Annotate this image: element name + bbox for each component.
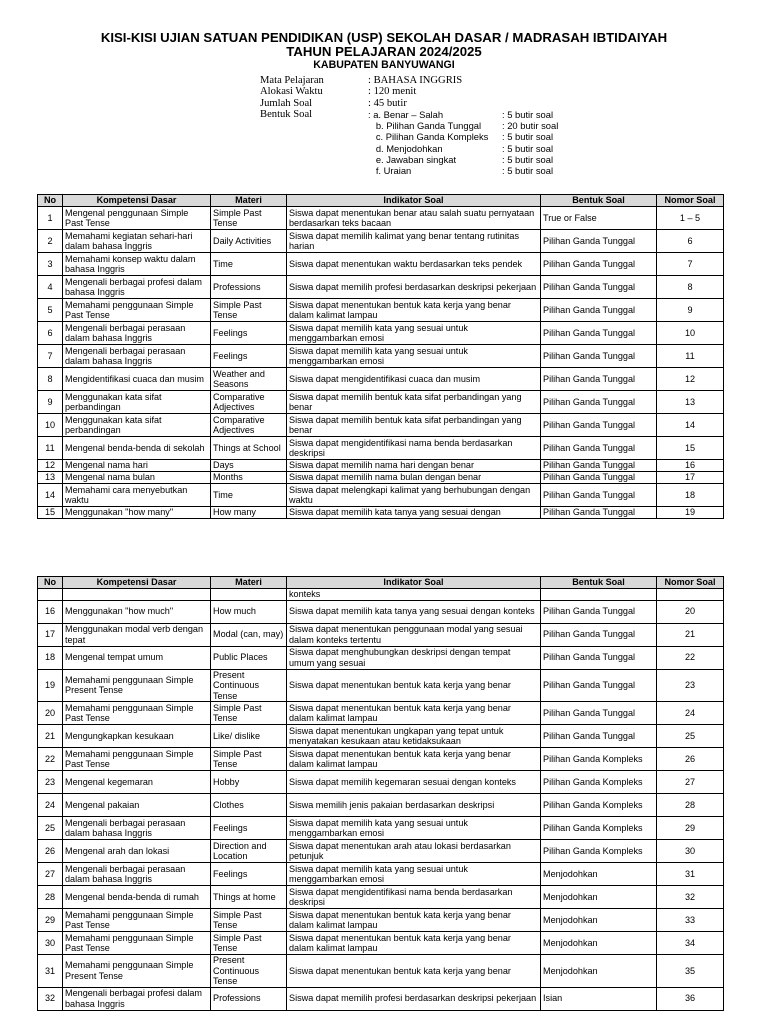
bentuk-soal-cell: Menjodohkan — [541, 909, 657, 932]
bentuk-soal-cell: Pilihan Ganda Tunggal — [541, 368, 657, 391]
bentuk-soal-cell: Pilihan Ganda Tunggal — [541, 437, 657, 460]
nomor-soal-cell: 10 — [657, 322, 724, 345]
kompetensi-dasar-cell: Mengenal arah dan lokasi — [63, 840, 211, 863]
materi-cell: Modal (can, may) — [211, 623, 287, 646]
nomor-soal-cell: 32 — [657, 886, 724, 909]
indikator-cell: Siswa dapat memilih kegemaran sesuai dengan konteks — [287, 771, 541, 794]
kompetensi-dasar-cell: Menggunakan modal verb dengan tepat — [63, 623, 211, 646]
row-number: 16 — [38, 600, 63, 623]
materi-cell: Comparative Adjectives — [211, 414, 287, 437]
nomor-soal-cell: 1 – 5 — [657, 207, 724, 230]
nomor-soal-cell: 23 — [657, 669, 724, 702]
blueprint-table-1 — [37, 194, 724, 519]
kompetensi-dasar-cell: Memahami penggunaan Simple Present Tense — [63, 669, 211, 702]
nomor-soal-cell: 16 — [657, 460, 724, 472]
table-row — [38, 646, 724, 669]
question-type-count: : 5 butir soal — [502, 165, 554, 177]
table-row — [38, 472, 724, 484]
materi-cell: Comparative Adjectives — [211, 391, 287, 414]
kompetensi-dasar-cell — [63, 589, 211, 601]
nomor-soal-cell: 12 — [657, 368, 724, 391]
row-number: 15 — [38, 507, 63, 519]
bentuk-soal-cell: True or False — [541, 207, 657, 230]
row-number: 29 — [38, 909, 63, 932]
row-number: 4 — [38, 276, 63, 299]
indikator-cell: Siswa dapat menghubungkan deskripsi dengan tempat umum yang sesuai — [287, 646, 541, 669]
kompetensi-dasar-cell: Mengenali berbagai profesi dalam bahasa Inggris — [63, 276, 211, 299]
row-number — [38, 589, 63, 601]
kompetensi-dasar-cell: Memahami penggunaan Simple Past Tense — [63, 702, 211, 725]
materi-cell — [211, 589, 287, 601]
materi-cell: Simple Past Tense — [211, 299, 287, 322]
kompetensi-dasar-cell: Menggunakan kata sifat perbandingan — [63, 391, 211, 414]
kompetensi-dasar-cell: Mengenal benda-benda di rumah — [63, 886, 211, 909]
indikator-cell: Siswa memilih jenis pakaian berdasarkan deskripsi — [287, 794, 541, 817]
row-number: 14 — [38, 484, 63, 507]
nomor-soal-cell: 9 — [657, 299, 724, 322]
bentuk-soal-cell: Menjodohkan — [541, 932, 657, 955]
table-row — [38, 771, 724, 794]
table-row — [38, 589, 724, 601]
indikator-cell: Siswa dapat menentukan ungkapan yang tepat untuk menyatakan kesukaan atau ketidaksukaan — [287, 725, 541, 748]
indikator-cell: Siswa dapat memilih bentuk kata sifat perbandingan yang benar — [287, 414, 541, 437]
row-number: 26 — [38, 840, 63, 863]
indikator-cell: Siswa dapat memilih kata yang sesuai untuk menggambarkan emosi — [287, 345, 541, 368]
document-header — [0, 31, 768, 72]
subject-value: : BAHASA INGGRIS — [368, 75, 463, 86]
nomor-soal-cell: 21 — [657, 623, 724, 646]
header-no: No — [38, 577, 63, 589]
materi-cell: Present Continuous Tense — [211, 955, 287, 988]
nomor-soal-cell: 8 — [657, 276, 724, 299]
row-number: 30 — [38, 932, 63, 955]
kompetensi-dasar-cell: Mengenal pakaian — [63, 794, 211, 817]
table-row — [38, 863, 724, 886]
table-row — [38, 886, 724, 909]
nomor-soal-cell: 11 — [657, 345, 724, 368]
row-number: 11 — [38, 437, 63, 460]
materi-cell: How much — [211, 600, 287, 623]
table-row — [38, 368, 724, 391]
nomor-soal-cell — [657, 589, 724, 601]
question-type-name: d. Menjodohkan — [368, 142, 443, 154]
bentuk-soal-cell: Pilihan Ganda Tunggal — [541, 299, 657, 322]
nomor-soal-cell: 15 — [657, 437, 724, 460]
nomor-soal-cell: 7 — [657, 253, 724, 276]
bentuk-soal-cell: Pilihan Ganda Tunggal — [541, 702, 657, 725]
kompetensi-dasar-cell: Mengungkapkan kesukaan — [63, 725, 211, 748]
row-number: 24 — [38, 794, 63, 817]
table-row — [38, 460, 724, 472]
bentuk-soal-cell: Pilihan Ganda Tunggal — [541, 253, 657, 276]
bentuk-soal-cell: Pilihan Ganda Kompleks — [541, 771, 657, 794]
kompetensi-dasar-cell: Memahami cara menyebutkan waktu — [63, 484, 211, 507]
indikator-cell: Siswa dapat melengkapi kalimat yang berhubungan dengan waktu — [287, 484, 541, 507]
row-number: 1 — [38, 207, 63, 230]
materi-cell: Simple Past Tense — [211, 932, 287, 955]
row-number: 32 — [38, 987, 63, 1010]
materi-cell: Weather and Seasons — [211, 368, 287, 391]
table-row — [38, 932, 724, 955]
question-count-label: Jumlah Soal — [260, 97, 313, 109]
indikator-cell: Siswa dapat menentukan bentuk kata kerja yang benar dalam kalimat lampau — [287, 299, 541, 322]
bentuk-soal-cell: Pilihan Ganda Tunggal — [541, 472, 657, 484]
table-row — [38, 322, 724, 345]
header-bentuk-soal: Bentuk Soal — [541, 195, 657, 207]
bentuk-soal-cell: Pilihan Ganda Tunggal — [541, 391, 657, 414]
header-bentuk-soal: Bentuk Soal — [541, 577, 657, 589]
kompetensi-dasar-cell: Mengenal penggunaan Simple Past Tense — [63, 207, 211, 230]
table-row — [38, 437, 724, 460]
header-kompetensi-dasar: Kompetensi Dasar — [63, 195, 211, 207]
row-number: 19 — [38, 669, 63, 702]
indikator-cell: Siswa dapat menentukan bentuk kata kerja yang benar dalam kalimat lampau — [287, 909, 541, 932]
bentuk-soal-cell: Pilihan Ganda Tunggal — [541, 623, 657, 646]
kompetensi-dasar-cell: Menggunakan "how much" — [63, 600, 211, 623]
row-number: 22 — [38, 748, 63, 771]
indikator-cell: Siswa dapat memilih kata tanya yang sesuai dengan — [287, 507, 541, 519]
document-title-line-2: TAHUN PELAJARAN 2024/2025 — [286, 44, 482, 59]
indikator-cell: Siswa dapat menentukan bentuk kata kerja yang benar dalam kalimat lampau — [287, 748, 541, 771]
kompetensi-dasar-cell: Menggunakan kata sifat perbandingan — [63, 414, 211, 437]
duration-value: : 120 menit — [368, 86, 417, 98]
nomor-soal-cell: 34 — [657, 932, 724, 955]
bentuk-soal-cell: Pilihan Ganda Tunggal — [541, 600, 657, 623]
kompetensi-dasar-cell: Memahami penggunaan Simple Past Tense — [63, 909, 211, 932]
nomor-soal-cell: 29 — [657, 817, 724, 840]
bentuk-soal-cell: Pilihan Ganda Kompleks — [541, 840, 657, 863]
indikator-cell: Siswa dapat menentukan bentuk kata kerja yang benar — [287, 669, 541, 702]
row-number: 2 — [38, 230, 63, 253]
question-type-name: : a. Benar – Salah — [368, 108, 444, 120]
document-subtitle: KABUPATEN BANYUWANGI — [313, 59, 455, 71]
row-number: 17 — [38, 623, 63, 646]
bentuk-soal-cell: Pilihan Ganda Tunggal — [541, 646, 657, 669]
indikator-cell: Siswa dapat memilih nama bulan dengan benar — [287, 472, 541, 484]
indikator-cell: Siswa dapat menentukan penggunaan modal yang sesuai dalam konteks tertentu — [287, 623, 541, 646]
question-count-value: : 45 butir — [368, 97, 407, 109]
kompetensi-dasar-cell: Mengenal nama bulan — [63, 472, 211, 484]
question-type-name: c. Pilihan Ganda Kompleks — [368, 131, 489, 143]
nomor-soal-cell: 25 — [657, 725, 724, 748]
bentuk-soal-cell: Menjodohkan — [541, 886, 657, 909]
materi-cell: Simple Past Tense — [211, 748, 287, 771]
materi-cell: Hobby — [211, 771, 287, 794]
materi-cell: Time — [211, 253, 287, 276]
kompetensi-dasar-cell: Mengenali berbagai perasaan dalam bahasa Inggris — [63, 345, 211, 368]
indikator-cell: Siswa dapat memilih profesi berdasarkan deskripsi pekerjaan — [287, 276, 541, 299]
question-type-count: : 20 butir soal — [502, 120, 559, 132]
kompetensi-dasar-cell: Memahami penggunaan Simple Present Tense — [63, 955, 211, 988]
table-row — [38, 484, 724, 507]
kompetensi-dasar-cell: Mengenal nama hari — [63, 460, 211, 472]
kompetensi-dasar-cell: Mengenali berbagai perasaan dalam bahasa Inggris — [63, 817, 211, 840]
row-number: 25 — [38, 817, 63, 840]
row-number: 7 — [38, 345, 63, 368]
kompetensi-dasar-cell: Mengenal tempat umum — [63, 646, 211, 669]
indikator-cell: Siswa dapat mengidentifikasi nama benda berdasarkan deskripsi — [287, 437, 541, 460]
indikator-cell: Siswa dapat memilih kalimat yang benar tentang rutinitas harian — [287, 230, 541, 253]
table-row — [38, 299, 724, 322]
table-row — [38, 669, 724, 702]
duration-label: Alokasi Waktu — [260, 86, 323, 98]
header-indikator-soal: Indikator Soal — [287, 577, 541, 589]
nomor-soal-cell: 22 — [657, 646, 724, 669]
materi-cell: Simple Past Tense — [211, 207, 287, 230]
bentuk-soal-cell: Pilihan Ganda Tunggal — [541, 484, 657, 507]
blueprint-table-2 — [37, 576, 724, 1011]
materi-cell: Direction and Location — [211, 840, 287, 863]
indikator-cell: Siswa dapat memilih nama hari dengan benar — [287, 460, 541, 472]
question-type-count: : 5 butir soal — [502, 108, 554, 120]
bentuk-soal-cell — [541, 589, 657, 601]
materi-cell: Simple Past Tense — [211, 909, 287, 932]
question-type-count: : 5 butir soal — [502, 131, 554, 143]
table-row — [38, 623, 724, 646]
materi-cell: Present Continuous Tense — [211, 669, 287, 702]
kompetensi-dasar-cell: Memahami penggunaan Simple Past Tense — [63, 299, 211, 322]
materi-cell: Things at School — [211, 437, 287, 460]
materi-cell: Daily Activities — [211, 230, 287, 253]
nomor-soal-cell: 13 — [657, 391, 724, 414]
nomor-soal-cell: 27 — [657, 771, 724, 794]
bentuk-soal-cell: Pilihan Ganda Kompleks — [541, 748, 657, 771]
indikator-cell: Siswa dapat memilih bentuk kata sifat perbandingan yang benar — [287, 391, 541, 414]
materi-cell: Days — [211, 460, 287, 472]
kompetensi-dasar-cell: Mengenal benda-benda di sekolah — [63, 437, 211, 460]
table-row — [38, 955, 724, 988]
bentuk-soal-cell: Menjodohkan — [541, 955, 657, 988]
bentuk-soal-cell: Pilihan Ganda Kompleks — [541, 794, 657, 817]
nomor-soal-cell: 17 — [657, 472, 724, 484]
nomor-soal-cell: 31 — [657, 863, 724, 886]
materi-cell: Public Places — [211, 646, 287, 669]
header-no: No — [38, 195, 63, 207]
header-nomor-soal: Nomor Soal — [657, 195, 724, 207]
indikator-cell: Siswa dapat mengidentifikasi cuaca dan musim — [287, 368, 541, 391]
header-kompetensi-dasar: Kompetensi Dasar — [63, 577, 211, 589]
kompetensi-dasar-cell: Mengenali berbagai perasaan dalam bahasa Inggris — [63, 322, 211, 345]
materi-cell: Feelings — [211, 322, 287, 345]
indikator-cell: Siswa dapat memilih kata yang sesuai untuk menggambarkan emosi — [287, 322, 541, 345]
bentuk-soal-cell: Pilihan Ganda Tunggal — [541, 460, 657, 472]
row-number: 18 — [38, 646, 63, 669]
row-number: 23 — [38, 771, 63, 794]
nomor-soal-cell: 30 — [657, 840, 724, 863]
row-number: 9 — [38, 391, 63, 414]
table-row — [38, 987, 724, 1010]
row-number: 12 — [38, 460, 63, 472]
bentuk-soal-cell: Pilihan Ganda Tunggal — [541, 669, 657, 702]
indikator-cell: Siswa dapat memilih kata yang sesuai untuk menggambarkan emosi — [287, 863, 541, 886]
document-title-line-1: KISI-KISI UJIAN SATUAN PENDIDIKAN (USP) SEKOLAH DASAR / MADRASAH IBTIDAIYAH — [100, 30, 668, 45]
subject-label: Mata Pelajaran — [260, 75, 324, 86]
nomor-soal-cell: 24 — [657, 702, 724, 725]
header-indikator-soal: Indikator Soal — [287, 195, 541, 207]
row-number: 20 — [38, 702, 63, 725]
table-row — [38, 840, 724, 863]
header-nomor-soal: Nomor Soal — [657, 577, 724, 589]
bentuk-soal-cell: Pilihan Ganda Tunggal — [541, 414, 657, 437]
bentuk-soal-cell: Pilihan Ganda Tunggal — [541, 345, 657, 368]
table-row — [38, 276, 724, 299]
indikator-cell: konteks — [287, 589, 541, 601]
indikator-cell: Siswa dapat menentukan bentuk kata kerja yang benar dalam kalimat lampau — [287, 702, 541, 725]
materi-cell: Professions — [211, 987, 287, 1010]
bentuk-soal-cell: Pilihan Ganda Tunggal — [541, 322, 657, 345]
row-number: 10 — [38, 414, 63, 437]
materi-cell: Feelings — [211, 863, 287, 886]
indikator-cell: Siswa dapat menentukan benar atau salah suatu pernyataan berdasarkan teks bacaan — [287, 207, 541, 230]
materi-cell: Like/ dislike — [211, 725, 287, 748]
materi-cell: Feelings — [211, 345, 287, 368]
table-row — [38, 817, 724, 840]
row-number: 5 — [38, 299, 63, 322]
kompetensi-dasar-cell: Memahami konsep waktu dalam bahasa Inggris — [63, 253, 211, 276]
table-row — [38, 507, 724, 519]
nomor-soal-cell: 26 — [657, 748, 724, 771]
kompetensi-dasar-cell: Mengidentifikasi cuaca dan musim — [63, 368, 211, 391]
kompetensi-dasar-cell: Menggunakan "how many" — [63, 507, 211, 519]
materi-cell: Things at home — [211, 886, 287, 909]
indikator-cell: Siswa dapat menentukan arah atau lokasi berdasarkan petunjuk — [287, 840, 541, 863]
materi-cell: Simple Past Tense — [211, 702, 287, 725]
bentuk-soal-cell: Pilihan Ganda Tunggal — [541, 276, 657, 299]
bentuk-soal-cell: Pilihan Ganda Kompleks — [541, 817, 657, 840]
table-row — [38, 207, 724, 230]
indikator-cell: Siswa dapat menentukan waktu berdasarkan teks pendek — [287, 253, 541, 276]
nomor-soal-cell: 19 — [657, 507, 724, 519]
bentuk-soal-cell: Menjodohkan — [541, 863, 657, 886]
kompetensi-dasar-cell: Memahami kegiatan sehari-hari dalam bahasa Inggris — [63, 230, 211, 253]
nomor-soal-cell: 20 — [657, 600, 724, 623]
nomor-soal-cell: 33 — [657, 909, 724, 932]
table-row — [38, 414, 724, 437]
materi-cell: Feelings — [211, 817, 287, 840]
nomor-soal-cell: 28 — [657, 794, 724, 817]
bentuk-soal-cell: Pilihan Ganda Tunggal — [541, 507, 657, 519]
header-materi: Materi — [211, 577, 287, 589]
bentuk-soal-cell: Pilihan Ganda Tunggal — [541, 725, 657, 748]
table-row — [38, 253, 724, 276]
question-type-name: b. Pilihan Ganda Tunggal — [368, 120, 482, 132]
nomor-soal-cell: 35 — [657, 955, 724, 988]
question-type-name: f. Uraian — [368, 165, 412, 177]
table-row — [38, 909, 724, 932]
question-type-count: : 5 butir soal — [502, 154, 554, 166]
indikator-cell: Siswa dapat memilih kata yang sesuai untuk menggambarkan emosi — [287, 817, 541, 840]
kompetensi-dasar-cell: Mengenali berbagai profesi dalam bahasa Inggris — [63, 987, 211, 1010]
header-materi: Materi — [211, 195, 287, 207]
table-header-row — [38, 577, 724, 589]
materi-cell: Time — [211, 484, 287, 507]
question-type-name: e. Jawaban singkat — [368, 154, 457, 166]
indikator-cell: Siswa dapat mengidentifikasi nama benda berdasarkan deskripsi — [287, 886, 541, 909]
row-number: 31 — [38, 955, 63, 988]
table-row — [38, 748, 724, 771]
table-row — [38, 702, 724, 725]
row-number: 28 — [38, 886, 63, 909]
nomor-soal-cell: 36 — [657, 987, 724, 1010]
nomor-soal-cell: 18 — [657, 484, 724, 507]
table-row — [38, 391, 724, 414]
indikator-cell: Siswa dapat menentukan bentuk kata kerja yang benar dalam kalimat lampau — [287, 932, 541, 955]
nomor-soal-cell: 6 — [657, 230, 724, 253]
materi-cell: How many — [211, 507, 287, 519]
table-row — [38, 600, 724, 623]
row-number: 8 — [38, 368, 63, 391]
table-row — [38, 230, 724, 253]
bentuk-soal-cell: Isian — [541, 987, 657, 1010]
kompetensi-dasar-cell: Memahami penggunaan Simple Past Tense — [63, 932, 211, 955]
kompetensi-dasar-cell: Mengenali berbagai perasaan dalam bahasa Inggris — [63, 863, 211, 886]
table-row — [38, 345, 724, 368]
table-row — [38, 794, 724, 817]
materi-cell: Clothes — [211, 794, 287, 817]
kompetensi-dasar-cell: Memahami penggunaan Simple Past Tense — [63, 748, 211, 771]
materi-cell: Months — [211, 472, 287, 484]
indikator-cell: Siswa dapat memilih profesi berdasarkan deskripsi pekerjaan — [287, 987, 541, 1010]
row-number: 21 — [38, 725, 63, 748]
indikator-cell: Siswa dapat menentukan bentuk kata kerja yang benar — [287, 955, 541, 988]
question-type-label: Bentuk Soal — [260, 108, 313, 120]
materi-cell: Professions — [211, 276, 287, 299]
row-number: 27 — [38, 863, 63, 886]
kompetensi-dasar-cell: Mengenal kegemaran — [63, 771, 211, 794]
indikator-cell: Siswa dapat memilih kata tanya yang sesuai dengan konteks — [287, 600, 541, 623]
row-number: 6 — [38, 322, 63, 345]
row-number: 13 — [38, 472, 63, 484]
nomor-soal-cell: 14 — [657, 414, 724, 437]
table-header-row — [38, 195, 724, 207]
table-row — [38, 725, 724, 748]
row-number: 3 — [38, 253, 63, 276]
bentuk-soal-cell: Pilihan Ganda Tunggal — [541, 230, 657, 253]
question-type-count: : 5 butir soal — [502, 142, 554, 154]
